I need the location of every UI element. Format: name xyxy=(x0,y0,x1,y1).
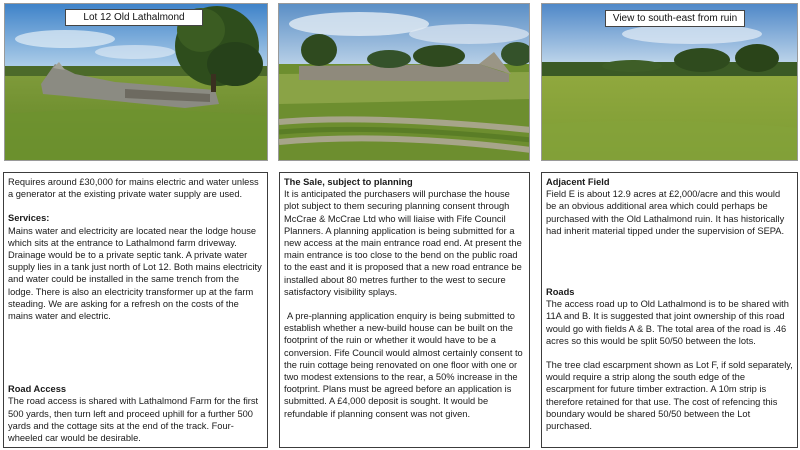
adjacent-field-text-box xyxy=(541,172,798,448)
roads-heading: Roads xyxy=(546,287,575,298)
roads-text: The access road up to Old Lathalmond is to be shared with 11A and B. It is suggested that joint ownership of this road would go with fields A & B. The total area of the road is .46 acres so this would be split 50/50 between the lots. xyxy=(546,299,789,346)
spacer xyxy=(284,298,525,310)
spacer xyxy=(546,237,793,286)
road-access-text: The road access is shared with Lathalmond Farm for the first 500 yards, then turn left and proceed uphill for a further 500 yards and the cottage sits at the end of the track. Four-wheeled car would be desirable. xyxy=(8,396,259,444)
sale-heading: The Sale, subject to planning xyxy=(284,177,413,187)
electric-water-cost-text: Requires around £30,000 for mains electric and water unless a generator at the existing private water supply are used. xyxy=(8,177,259,200)
services-heading: Services: xyxy=(8,213,50,224)
sale-planning-text: It is anticipated the purchasers will purchase the house plot subject to them securing planning consent through McCrae & McCrae Ltd who will liaise with Fife Council Planners. A planning application is being submitted for a new access at the main entrance road end. At present the main entrance is too close to the bend on the public road to the east and it is proposed that a new road entrance be installed about 80 metres further to the west to secure satisfactory visibility splays. xyxy=(284,189,522,297)
adjacent-field-text: Field E is about 12.9 acres at £2,000/acre and this would be an obvious additional area which could perhaps be purchased with the Old Lathalmond ruin. It has historically had inherit material tipped under the supervision of SEPA. xyxy=(546,189,785,236)
escarpment-text: The tree clad escarpment shown as Lot F, if sold separately, would require a strip along the south edge of the escarpment for future timber extraction. A 10m strip is therefore retained for that use. The cost of refencing this boundary would be shared 50/50 between the Lot purchased. xyxy=(546,360,793,432)
photo-field-track-image xyxy=(279,4,530,161)
spacer xyxy=(8,322,263,383)
road-access-heading: Road Access xyxy=(8,384,67,395)
services-text: Mains water and electricity are located near the lodge house which sits at the entrance to Lathalmond farm driveway. Drainage would be to a private septic tank. A private water supply lies in a tank just north of Lot 12. Both mains electricity and water could be installed in the same trench from the lodge. There is also an electricity transformer up at the farm steading. We are asking for a refresh on the costs of the mains water and electric. xyxy=(8,225,262,322)
pre-planning-text: A pre-planning application enquiry is being submitted to establish whether a new-build house can be built on the footprint of the ruin or whether it would have to be a conversion. Fife Council would almost certainly consent to the ruin cottage being renovated on one floor with one or two modest extensions to the rear, a 50% increase in the footprint. Plans must be agreed before an application is submitted. A £4,000 deposit is sought. It would be refundable if planning consent was not given. xyxy=(284,311,523,419)
photo-caption: View to south-east from ruin xyxy=(605,10,745,27)
photo-ruin-image xyxy=(5,4,268,161)
spacer xyxy=(8,200,263,212)
photo-ruin-distance xyxy=(278,3,530,161)
photo-caption: Lot 12 Old Lathalmond xyxy=(65,9,203,26)
photo-ruin-lot-12 xyxy=(4,3,268,161)
spacer xyxy=(546,347,793,359)
adjacent-field-heading: Adjacent Field xyxy=(546,177,610,187)
photo-view-south-east xyxy=(541,3,798,161)
photo-view-image xyxy=(542,4,798,161)
services-text-box xyxy=(3,172,268,448)
sale-text-box xyxy=(279,172,530,448)
